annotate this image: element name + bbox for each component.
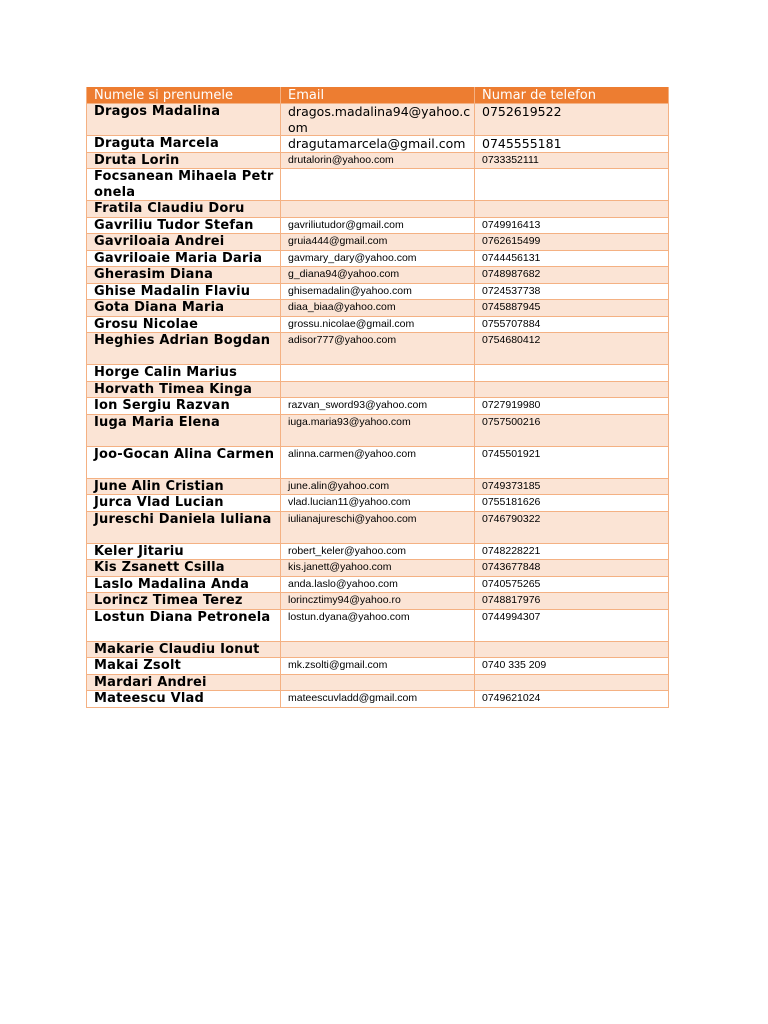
cell-phone: 0745501921 [475, 446, 669, 478]
table-header-row [87, 87, 669, 104]
cell-email [281, 674, 475, 691]
cell-email: drutalorin@yahoo.com [281, 152, 475, 169]
cell-phone: 0746790322 [475, 511, 669, 543]
cell-name: Horvath Timea Kinga [87, 381, 281, 398]
cell-phone [475, 641, 669, 658]
cell-name: Makai Zsolt [87, 658, 281, 675]
cell-name: Mateescu Vlad [87, 691, 281, 708]
table-row [87, 691, 669, 708]
table-body [87, 104, 669, 708]
cell-phone [475, 365, 669, 382]
cell-phone: 0755181626 [475, 495, 669, 512]
cell-phone: 0745555181 [475, 136, 669, 153]
cell-name: Gavriloaia Andrei [87, 234, 281, 251]
table-row [87, 201, 669, 218]
cell-name: Ion Sergiu Razvan [87, 398, 281, 415]
cell-email: diaa_biaa@yahoo.com [281, 300, 475, 317]
cell-name: Horge Calin Marius [87, 365, 281, 382]
cell-phone: 0743677848 [475, 560, 669, 577]
cell-phone: 0748228221 [475, 543, 669, 560]
column-header-email: Email [281, 87, 475, 104]
cell-name: Dragos Madalina [87, 104, 281, 136]
table-row [87, 169, 669, 201]
cell-email: alinna.carmen@yahoo.com [281, 446, 475, 478]
cell-phone: 0755707884 [475, 316, 669, 333]
table-row [87, 495, 669, 512]
cell-email: g_diana94@yahoo.com [281, 267, 475, 284]
cell-email: grossu.nicolae@gmail.com [281, 316, 475, 333]
cell-phone [475, 381, 669, 398]
cell-email: iulianajureschi@yahoo.com [281, 511, 475, 543]
cell-email: gavriliutudor@gmail.com [281, 217, 475, 234]
cell-email: adisor777@yahoo.com [281, 333, 475, 365]
cell-phone: 0740575265 [475, 576, 669, 593]
table-row [87, 658, 669, 675]
cell-phone [475, 201, 669, 218]
cell-phone: 0762615499 [475, 234, 669, 251]
cell-name: Laslo Madalina Anda [87, 576, 281, 593]
table-row [87, 267, 669, 284]
cell-name: Gota Diana Maria [87, 300, 281, 317]
cell-name: Draguta Marcela [87, 136, 281, 153]
cell-name: Heghies Adrian Bogdan [87, 333, 281, 365]
table-row [87, 414, 669, 446]
cell-phone: 0757500216 [475, 414, 669, 446]
cell-name: Druta Lorin [87, 152, 281, 169]
cell-email: june.alin@yahoo.com [281, 478, 475, 495]
cell-name: Grosu Nicolae [87, 316, 281, 333]
table-row [87, 333, 669, 365]
cell-name: Iuga Maria Elena [87, 414, 281, 446]
cell-email [281, 641, 475, 658]
cell-phone: 0752619522 [475, 104, 669, 136]
cell-phone [475, 169, 669, 201]
table-row [87, 674, 669, 691]
cell-name: Makarie Claudiu Ionut [87, 641, 281, 658]
cell-email: gavmary_dary@yahoo.com [281, 250, 475, 267]
table-row [87, 478, 669, 495]
cell-name: Keler Jitariu [87, 543, 281, 560]
cell-email: ghisemadalin@yahoo.com [281, 283, 475, 300]
cell-email: mk.zsolti@gmail.com [281, 658, 475, 675]
cell-name: Lorincz Timea Terez [87, 593, 281, 610]
table-row [87, 365, 669, 382]
table-row [87, 136, 669, 153]
column-header-name: Numele si prenumele [87, 87, 281, 104]
table-row [87, 300, 669, 317]
column-header-phone: Numar de telefon [475, 87, 669, 104]
cell-email: mateescuvladd@gmail.com [281, 691, 475, 708]
cell-phone: 0740 335 209 [475, 658, 669, 675]
cell-name: Jureschi Daniela Iuliana [87, 511, 281, 543]
cell-phone [475, 674, 669, 691]
table-row [87, 398, 669, 415]
cell-email: gruia444@gmail.com [281, 234, 475, 251]
cell-phone: 0727919980 [475, 398, 669, 415]
cell-name: Mardari Andrei [87, 674, 281, 691]
table-row [87, 104, 669, 136]
cell-phone: 0754680412 [475, 333, 669, 365]
cell-email: dragos.madalina94@yahoo.com [281, 104, 475, 136]
cell-phone: 0724537738 [475, 283, 669, 300]
cell-email: anda.laslo@yahoo.com [281, 576, 475, 593]
cell-email: dragutamarcela@gmail.com [281, 136, 475, 153]
cell-phone: 0749373185 [475, 478, 669, 495]
cell-name: Gherasim Diana [87, 267, 281, 284]
cell-email [281, 169, 475, 201]
cell-name: Focsanean Mihaela Petronela [87, 169, 281, 201]
table-row [87, 283, 669, 300]
cell-email: razvan_sword93@yahoo.com [281, 398, 475, 415]
table-row [87, 511, 669, 543]
table-row [87, 609, 669, 641]
table-row [87, 543, 669, 560]
cell-name: Gavriloaie Maria Daria [87, 250, 281, 267]
cell-name: Fratila Claudiu Doru [87, 201, 281, 218]
table-row [87, 217, 669, 234]
cell-email: lorincztimy94@yahoo.ro [281, 593, 475, 610]
cell-name: Jurca Vlad Lucian [87, 495, 281, 512]
cell-name: Ghise Madalin Flaviu [87, 283, 281, 300]
table-row [87, 446, 669, 478]
cell-name: Kis Zsanett Csilla [87, 560, 281, 577]
cell-name: Joo-Gocan Alina Carmen [87, 446, 281, 478]
cell-email: vlad.lucian11@yahoo.com [281, 495, 475, 512]
table-row [87, 641, 669, 658]
cell-name: June Alin Cristian [87, 478, 281, 495]
table-row [87, 316, 669, 333]
contacts-table [86, 87, 669, 708]
table-row [87, 381, 669, 398]
table-row [87, 560, 669, 577]
table-row [87, 234, 669, 251]
cell-phone: 0748817976 [475, 593, 669, 610]
cell-phone: 0733352111 [475, 152, 669, 169]
cell-name: Lostun Diana Petronela [87, 609, 281, 641]
cell-name: Gavriliu Tudor Stefan [87, 217, 281, 234]
cell-phone: 0744994307 [475, 609, 669, 641]
cell-email [281, 381, 475, 398]
cell-email: lostun.dyana@yahoo.com [281, 609, 475, 641]
cell-phone: 0749621024 [475, 691, 669, 708]
table-row [87, 576, 669, 593]
cell-phone: 0749916413 [475, 217, 669, 234]
table-row [87, 152, 669, 169]
cell-phone: 0748987682 [475, 267, 669, 284]
table-row [87, 250, 669, 267]
cell-email: iuga.maria93@yahoo.com [281, 414, 475, 446]
cell-phone: 0744456131 [475, 250, 669, 267]
table-row [87, 593, 669, 610]
cell-phone: 0745887945 [475, 300, 669, 317]
cell-email: kis.janett@yahoo.com [281, 560, 475, 577]
cell-email [281, 365, 475, 382]
cell-email [281, 201, 475, 218]
cell-email: robert_keler@yahoo.com [281, 543, 475, 560]
